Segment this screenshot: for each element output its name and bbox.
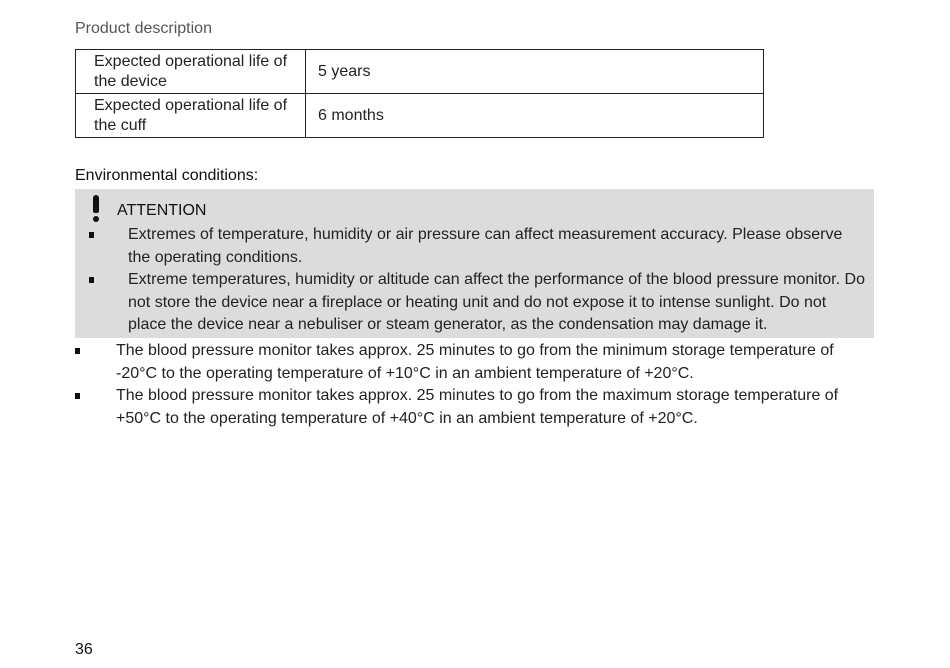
spec-value: 5 years bbox=[306, 50, 764, 94]
attention-heading bbox=[75, 195, 874, 225]
bullet-icon bbox=[89, 232, 94, 238]
list-item-text: Extremes of temperature, humidity or air pressure can affect measurement accuracy. Please observe the operating conditions. bbox=[128, 226, 843, 266]
spec-label: Expected operational life of the device bbox=[76, 50, 306, 94]
list-item bbox=[116, 340, 861, 385]
bullet-icon bbox=[89, 277, 94, 283]
table-row bbox=[76, 94, 764, 138]
list-item-text: Extreme temperatures, humidity or altitude can affect the performance of the blood pressure monitor. Do not store the device near a fireplace or heating unit and do not expose it to intense sunlight. Do not place the device near a nebuliser or steam generator, as the condensation may damage it. bbox=[128, 271, 865, 333]
environment-list bbox=[116, 340, 861, 430]
spec-table bbox=[75, 49, 764, 138]
spec-label: Expected operational life of the cuff bbox=[76, 94, 306, 138]
list-item bbox=[128, 224, 868, 269]
page-number: 36 bbox=[75, 641, 93, 658]
list-item-text: The blood pressure monitor takes approx. 25 minutes to go from the maximum storage temperature of +50°C to the operating temperature of +40°C in an ambient temperature of +20°C. bbox=[116, 387, 839, 427]
table-row bbox=[76, 50, 764, 94]
section-header: Product description bbox=[75, 20, 212, 37]
spec-value: 6 months bbox=[306, 94, 764, 138]
bullet-icon bbox=[75, 393, 80, 399]
bullet-icon bbox=[75, 348, 80, 354]
list-item bbox=[128, 269, 868, 337]
attention-label: ATTENTION bbox=[117, 202, 207, 219]
attention-list bbox=[128, 224, 868, 337]
environment-title: Environmental conditions: bbox=[75, 167, 259, 184]
attention-box bbox=[75, 189, 874, 338]
list-item-text: The blood pressure monitor takes approx. 25 minutes to go from the minimum storage temperature of -20°C to the operating temperature of +10°C in an ambient temperature of +20°C. bbox=[116, 342, 834, 382]
list-item bbox=[116, 385, 861, 430]
exclamation-icon bbox=[91, 195, 101, 225]
